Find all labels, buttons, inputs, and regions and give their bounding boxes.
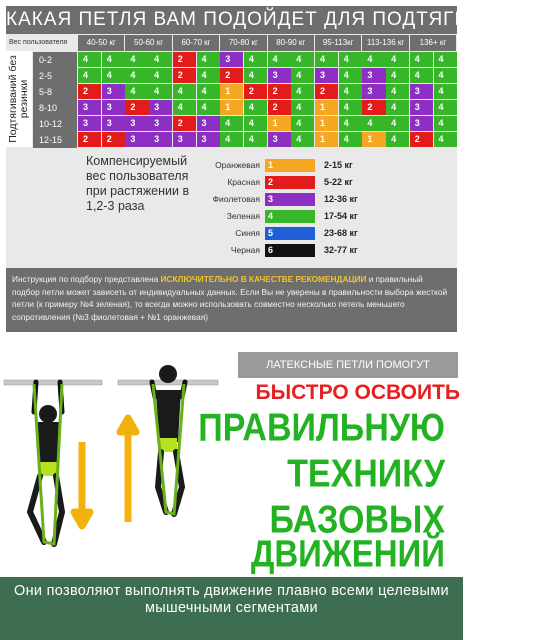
instruction-note: Инструкция по подбору представлена ИСКЛЮЧИТЕЛЬНО В КАЧЕСТВЕ РЕКОМЕНДАЦИИ и правильный подбор петли может зависеть от индивидуальных данных. Если Вы не уверены в правильности выбора жесткой петли (к примеру №4 зеленая), то всегда можно использовать совместно несколько петель меньшего сопротивления (№3 фиолетовая + №1 оранжевая)	[6, 268, 457, 332]
band-cell: 1	[268, 116, 291, 131]
band-cell: 4	[102, 52, 125, 67]
pullup-bar-left	[4, 380, 102, 385]
weight-header: 60-70 кг	[173, 35, 219, 51]
band-cell: 3	[220, 52, 243, 67]
promo-green-line-2: ТЕХНИКУ	[287, 452, 445, 496]
band-cell: 4	[78, 68, 101, 83]
band-cell: 4	[386, 116, 409, 131]
band-cell: 2	[268, 100, 291, 115]
band-cell: 4	[197, 84, 220, 99]
band-cell: 4	[149, 68, 172, 83]
band-cell: 4	[386, 100, 409, 115]
band-cell: 4	[102, 68, 125, 83]
pullups-vertical-label: Подтягиваний без резинки	[6, 51, 32, 147]
band-cell: 3	[268, 132, 291, 147]
band-cell: 4	[434, 116, 457, 131]
user-weight-label: Вес пользователя	[9, 39, 68, 46]
band-cell: 4	[339, 116, 362, 131]
band-cell: 4	[220, 116, 243, 131]
band-cell: 4	[125, 68, 148, 83]
arrow-down-icon	[74, 442, 90, 526]
pullup-illustration	[0, 352, 225, 574]
arrow-up-icon	[120, 418, 136, 522]
weight-header: 136+ кг	[410, 35, 456, 51]
band-cell: 4	[197, 52, 220, 67]
band-cell: 4	[291, 84, 314, 99]
weight-header: 95-113кг	[315, 35, 361, 51]
band-cell: 4	[291, 68, 314, 83]
band-cell: 3	[410, 100, 433, 115]
pullups-row-label: 10-12	[33, 116, 77, 132]
band-cell: 4	[220, 132, 243, 147]
band-cell: 3	[410, 116, 433, 131]
band-cell: 4	[244, 52, 267, 67]
band-cell: 4	[197, 68, 220, 83]
band-cell: 4	[339, 100, 362, 115]
legend-range: 17-54 кг	[324, 211, 358, 221]
legend-range: 2-15 кг	[324, 160, 353, 170]
weight-header: 50-60 кг	[125, 35, 171, 51]
weight-header: 70-80 кг	[220, 35, 266, 51]
legend-name: Красная	[227, 177, 260, 187]
footer-text: Они позволяют выполнять движение плавно всеми целевыми мышечными сегментами	[0, 577, 463, 640]
band-cell: 4	[386, 68, 409, 83]
band-cell: 3	[315, 68, 338, 83]
band-cell: 2	[102, 132, 125, 147]
band-cell: 4	[291, 116, 314, 131]
band-cell: 3	[362, 84, 385, 99]
band-cell: 4	[268, 52, 291, 67]
band-cell: 2	[315, 84, 338, 99]
pullups-row-label: 2-5	[33, 68, 77, 84]
legend-swatch: 5	[265, 227, 315, 240]
band-cell: 4	[173, 100, 196, 115]
band-cell: 3	[149, 100, 172, 115]
band-cell: 4	[434, 52, 457, 67]
band-cell: 4	[78, 52, 101, 67]
band-cell: 2	[244, 84, 267, 99]
legend-swatch: 1	[265, 159, 315, 172]
band-cell: 4	[149, 84, 172, 99]
legend-swatch: 4	[265, 210, 315, 223]
band-cell: 4	[291, 52, 314, 67]
band-cell: 4	[173, 84, 196, 99]
promo-green-line-4: ДВИЖЕНИЙ	[250, 532, 445, 575]
promo-red-text: БЫСТРО ОСВОИТЬ	[255, 381, 460, 404]
legend-swatch: 3	[265, 193, 315, 206]
band-cell: 3	[102, 100, 125, 115]
instruction-highlight: ИСКЛЮЧИТЕЛЬНО В КАЧЕСТВЕ РЕКОМЕНДАЦИИ	[160, 274, 367, 284]
band-cell: 4	[339, 132, 362, 147]
promo-green-line-3: БАЗОВЫХ	[269, 498, 445, 542]
band-cell: 2	[78, 132, 101, 147]
band-cell: 2	[125, 100, 148, 115]
band-cell: 4	[125, 84, 148, 99]
legend-range: 5-22 кг	[324, 177, 353, 187]
band-cell: 3	[410, 84, 433, 99]
band-cell: 4	[386, 132, 409, 147]
band-cell: 4	[197, 100, 220, 115]
legend-name: Синяя	[235, 228, 260, 238]
band-cell: 3	[362, 68, 385, 83]
band-cell: 4	[434, 100, 457, 115]
band-cell: 4	[244, 116, 267, 131]
legend-range: 12-36 кг	[324, 194, 358, 204]
band-cell: 4	[362, 52, 385, 67]
pullups-row-label: 5-8	[33, 84, 77, 100]
band-cell: 4	[291, 132, 314, 147]
band-cell: 4	[434, 68, 457, 83]
band-cell: 2	[173, 68, 196, 83]
legend-swatch: 2	[265, 176, 315, 189]
compensation-text: Компенсируемый вес пользователя при растяжении в 1,2-3 раза	[86, 154, 190, 213]
band-selection-panel	[6, 6, 540, 332]
band-cell: 3	[268, 68, 291, 83]
band-cell: 2	[78, 84, 101, 99]
weight-header: 40-50 кг	[78, 35, 124, 51]
band-cell: 3	[149, 132, 172, 147]
band-cell: 4	[386, 52, 409, 67]
band-cell: 3	[102, 116, 125, 131]
band-cell: 4	[244, 100, 267, 115]
pullups-row-label: 8-10	[33, 100, 77, 116]
band-cell: 4	[125, 52, 148, 67]
page-title: КАКАЯ ПЕТЛЯ ВАМ ПОДОЙДЕТ ДЛЯ ПОДТЯГИВАНИЙ	[6, 6, 457, 34]
pullups-row-label: 12-15	[33, 132, 77, 148]
band-cell: 2	[173, 116, 196, 131]
band-cell: 4	[339, 52, 362, 67]
band-cell: 4	[434, 84, 457, 99]
band-cell: 4	[244, 68, 267, 83]
band-cell: 3	[102, 84, 125, 99]
band-cell: 4	[315, 52, 338, 67]
legend-range: 32-77 кг	[324, 245, 358, 255]
weight-header: 80-90 кг	[268, 35, 314, 51]
band-cell: 3	[197, 132, 220, 147]
legend-name: Оранжевая	[215, 160, 260, 170]
band-cell: 4	[410, 68, 433, 83]
band-cell: 1	[315, 116, 338, 131]
band-cell: 2	[410, 132, 433, 147]
band-cell: 1	[362, 132, 385, 147]
band-cell: 3	[197, 116, 220, 131]
legend-name: Зеленая	[226, 211, 260, 221]
band-cell: 4	[410, 52, 433, 67]
band-cell: 4	[339, 68, 362, 83]
promo-banner: ЛАТЕКСНЫЕ ПЕТЛИ ПОМОГУТ	[238, 352, 458, 378]
band-cell: 3	[78, 100, 101, 115]
pullups-row-label: 0-2	[33, 52, 77, 68]
band-cell: 3	[125, 116, 148, 131]
band-cell: 3	[149, 116, 172, 131]
band-cell: 4	[362, 116, 385, 131]
band-cell: 1	[315, 100, 338, 115]
band-cell: 3	[78, 116, 101, 131]
band-cell: 1	[220, 84, 243, 99]
promo-green-line-1: ПРАВИЛЬНУЮ	[198, 406, 445, 450]
band-cell: 3	[125, 132, 148, 147]
band-cell: 1	[220, 100, 243, 115]
weight-header: 113-136 кг	[362, 35, 408, 51]
legend-name: Фиолетовая	[212, 194, 260, 204]
legend-range: 23-68 кг	[324, 228, 358, 238]
band-cell: 1	[315, 132, 338, 147]
band-cell: 4	[339, 84, 362, 99]
band-cell: 4	[244, 132, 267, 147]
band-cell: 4	[291, 100, 314, 115]
band-cell: 4	[434, 132, 457, 147]
band-cell: 2	[362, 100, 385, 115]
band-cell: 3	[173, 132, 196, 147]
legend-swatch: 6	[265, 244, 315, 257]
band-cell: 2	[268, 84, 291, 99]
band-cell: 2	[220, 68, 243, 83]
band-cell: 2	[173, 52, 196, 67]
band-cell: 4	[386, 84, 409, 99]
band-cell: 4	[149, 52, 172, 67]
legend-name: Черная	[230, 245, 260, 255]
